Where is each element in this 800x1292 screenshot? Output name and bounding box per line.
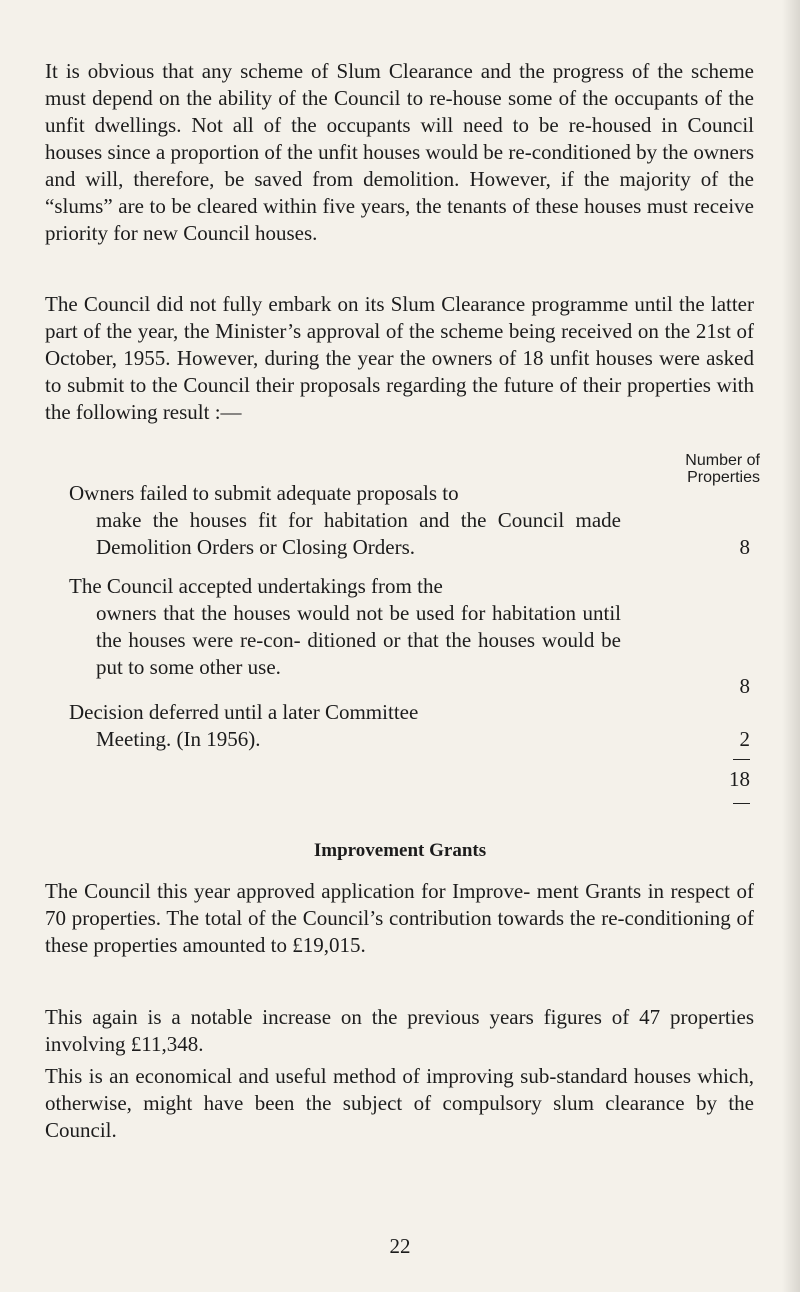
paragraph-grants-approved: The Council this year approved application for Improve- ment Grants in respect of 70 properties. The total of the Council’s contribution towards the re-conditioning of these properties amounted to £19,015. xyxy=(45,879,754,957)
result-row-value: 8 xyxy=(739,535,750,559)
result-row-text-first-line: The Council accepted undertakings from the xyxy=(69,574,443,598)
result-row-undertakings xyxy=(69,573,621,681)
column-header-line-1: Number of xyxy=(685,452,760,469)
paragraph-programme-progress: The Council did not fully embark on its Slum Clearance programme until the latter part of the year, the Minister’s approval of the scheme being received on the 21st of October, 1955. However, during the year the owners of 18 unfit houses were asked to submit to the Council their proposals regarding the future of their properties with the following result :— xyxy=(45,292,754,424)
result-total-value: 18 xyxy=(729,767,750,791)
result-row-text-first-line: Decision deferred until a later Committee xyxy=(69,700,419,724)
paragraph-grants-increase: This again is a notable increase on the previous years figures of 47 properties involving £11,348. xyxy=(45,1005,754,1056)
column-header-line-2: Properties xyxy=(687,469,760,486)
result-row-value: 8 xyxy=(739,674,750,698)
result-row-demolition-orders xyxy=(69,480,621,561)
result-row-value: 2 xyxy=(739,727,750,751)
section-heading-improvement-grants: Improvement Grants xyxy=(313,840,487,861)
total-rule-below xyxy=(733,803,750,804)
paragraph-slum-clearance-intro: It is obvious that any scheme of Slum Clearance and the progress of the scheme must depend on the ability of the Council to re-house some of the occupants of the unfit dwellings. Not all of the occupants will need to be re-housed in Council houses since a proportion of the unfit houses would be re-conditioned by the owners and will, therefore, be saved from demolition. However, if the majority of the “slums” are to be cleared within five years, the tenants of these houses must receive priority for new Council houses. xyxy=(45,59,754,245)
page-edge-shadow xyxy=(782,0,800,1292)
result-row-text-continuation: Meeting. (In 1956). xyxy=(96,727,261,751)
result-row-decision-deferred xyxy=(69,699,621,753)
result-row-text-first-line: Owners failed to submit adequate proposals to xyxy=(69,481,459,505)
paragraph-grants-method: This is an economical and useful method of improving sub-standard houses which, otherwise, might have been the subject of compulsory slum clearance by the Council. xyxy=(45,1064,754,1142)
page-number: 22 xyxy=(389,1234,411,1258)
result-row-text-continuation: owners that the houses would not be used for habitation until the houses were re-con- ditioned or that the houses would be put to some other use. xyxy=(96,601,621,679)
result-row-text-continuation: make the houses fit for habitation and the Council made Demolition Orders or Closing Orders. xyxy=(96,508,621,559)
total-rule-above xyxy=(733,759,750,760)
